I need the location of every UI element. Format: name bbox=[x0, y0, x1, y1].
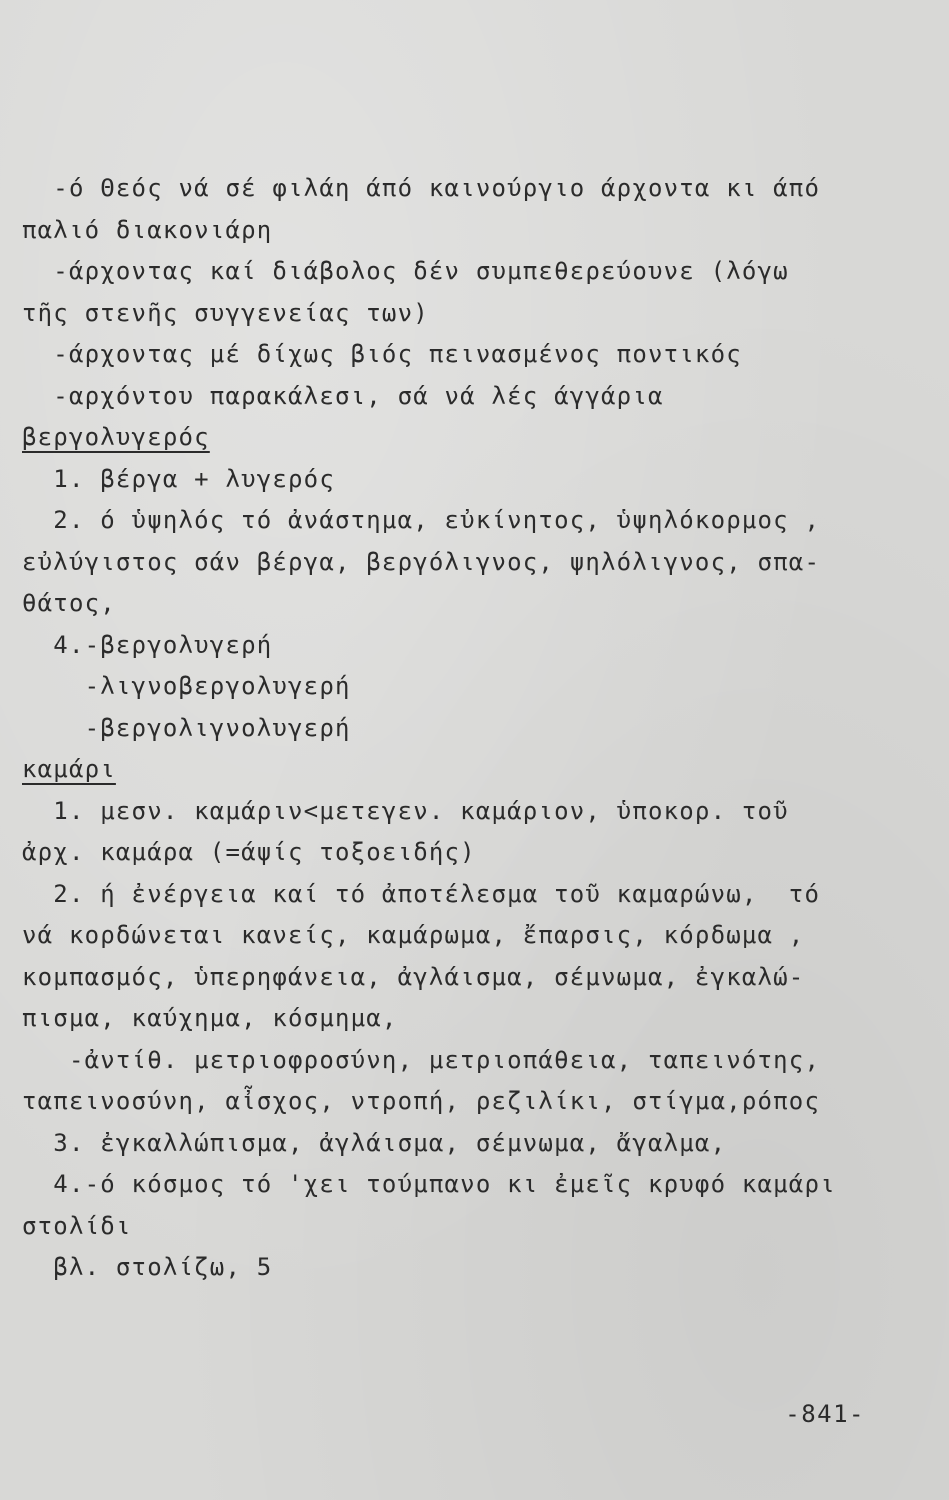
text-line: 4.-ό κόσμος τό 'χει τούμπανο κι ἐμεῖς κρυφό καμάρι bbox=[22, 1170, 836, 1198]
line-wrapper bbox=[22, 915, 927, 957]
line-wrapper bbox=[22, 459, 927, 501]
line-wrapper bbox=[22, 583, 927, 625]
line-wrapper bbox=[22, 1247, 927, 1289]
line-wrapper bbox=[22, 957, 927, 999]
entry-headword: καμάρι bbox=[22, 755, 116, 783]
line-wrapper bbox=[22, 1123, 927, 1165]
line-wrapper bbox=[22, 832, 927, 874]
text-line: 4.-βεργολυγερή bbox=[22, 630, 273, 659]
text-line: -ό Θεός νά σέ φιλάη άπό καινούργιο άρχοντα κι άπό bbox=[22, 174, 821, 202]
line-wrapper bbox=[22, 1081, 927, 1123]
line-wrapper bbox=[22, 791, 927, 833]
text-line: ταπεινοσύνη, αἶσχος, ντροπή, ρεζιλίκι, στίγμα,ρόπος bbox=[22, 1087, 821, 1115]
text-line: 1. μεσν. καμάριν<μετεγεν. καμάριον, ὑποκορ. τοῦ bbox=[22, 796, 789, 825]
line-wrapper bbox=[22, 625, 927, 667]
line-wrapper bbox=[22, 500, 927, 542]
line-wrapper bbox=[22, 1206, 927, 1248]
line-wrapper bbox=[22, 168, 927, 210]
text-line: -άρχοντας καί διάβολος δέν συμπεθερεύουνε (λόγω bbox=[22, 257, 789, 285]
line-wrapper bbox=[22, 666, 927, 708]
line-wrapper bbox=[22, 251, 927, 293]
page-number: -841- bbox=[785, 1400, 865, 1428]
line-wrapper bbox=[22, 708, 927, 750]
entry-headword: βεργολυγερός bbox=[22, 423, 210, 451]
text-line: ἀρχ. καμάρα (=άψίς τοξοειδής) bbox=[22, 838, 476, 866]
line-wrapper bbox=[22, 749, 927, 791]
line-wrapper bbox=[22, 874, 927, 916]
line-wrapper bbox=[22, 1040, 927, 1082]
line-wrapper bbox=[22, 376, 927, 418]
text-line: -άρχοντας μέ δίχως βιός πεινασμένος ποντικός bbox=[22, 340, 742, 368]
text-line: -αρχόντου παρακάλεσι, σά νά λές άγγάρια bbox=[22, 381, 664, 410]
line-wrapper bbox=[22, 1164, 927, 1206]
text-line: κομπασμός, ὑπερηφάνεια, ἀγλάισμα, σέμνωμα, ἐγκαλώ- bbox=[22, 962, 805, 991]
line-wrapper bbox=[22, 417, 927, 459]
text-line: θάτος, bbox=[22, 589, 116, 617]
text-line: εὐλύγιστος σάν βέργα, βεργόλιγνος, ψηλόλιγνος, σπα- bbox=[22, 547, 821, 576]
text-line: 2. ή ἐνέργεια καί τό ἀποτέλεσμα τοῦ καμαρώνω, τό bbox=[22, 879, 821, 908]
text-line: παλιό διακονιάρη bbox=[22, 215, 273, 244]
text-line: -ἀντίθ. μετριοφροσύνη, μετριοπάθεια, ταπεινότης, bbox=[22, 1045, 821, 1074]
text-line: στολίδι bbox=[22, 1211, 132, 1240]
text-line: 1. βέργα + λυγερός bbox=[22, 464, 335, 493]
text-line: τῆς στενῆς συγγενείας των) bbox=[22, 298, 429, 327]
line-wrapper bbox=[22, 998, 927, 1040]
line-wrapper bbox=[22, 334, 927, 376]
text-block bbox=[22, 168, 927, 1289]
text-line: νά κορδώνεται κανείς, καμάρωμα, ἔπαρσις, κόρδωμα , bbox=[22, 921, 805, 949]
text-line: 2. ό ὑψηλός τό ἀνάστημα, εὐκίνητος, ὑψηλόκορμος , bbox=[22, 506, 821, 534]
text-line: 3. ἐγκαλλώπισμα, ἀγλάισμα, σέμνωμα, ἄγαλμα, bbox=[22, 1128, 727, 1157]
text-line: πισμα, καύχημα, κόσμημα, bbox=[22, 1004, 398, 1032]
line-wrapper bbox=[22, 542, 927, 584]
line-wrapper bbox=[22, 210, 927, 252]
line-wrapper bbox=[22, 293, 927, 335]
text-line: -λιγνοβεργολυγερή bbox=[22, 672, 351, 700]
text-line: βλ. στολίζω, 5 bbox=[22, 1253, 273, 1281]
text-line: -βεργολιγνολυγερή bbox=[22, 713, 351, 742]
